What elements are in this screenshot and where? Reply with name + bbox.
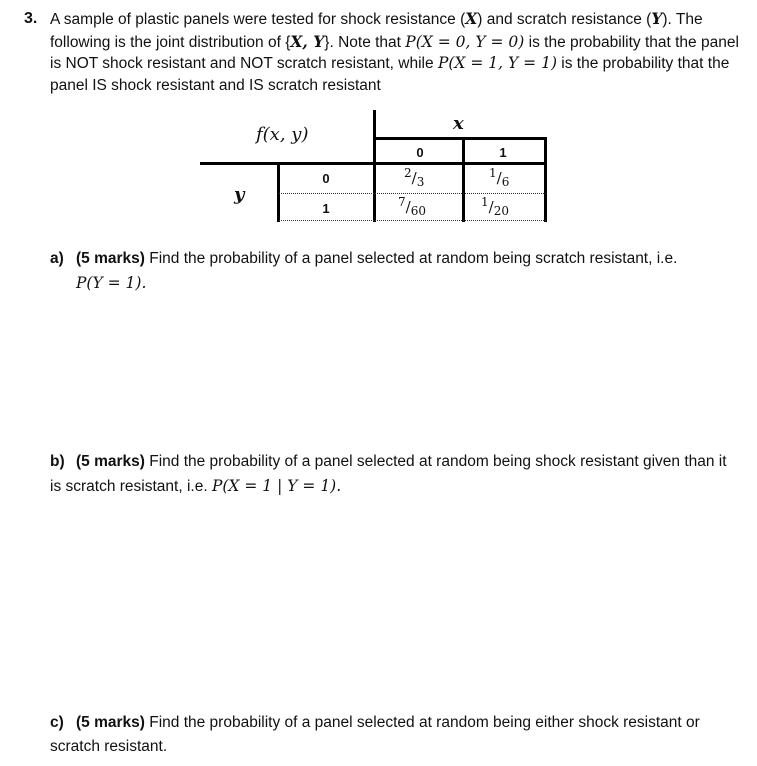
cell-x1-y1: $^1/_{20}$ bbox=[481, 195, 509, 218]
var-xy: X, Y bbox=[290, 31, 325, 51]
part-b bbox=[50, 450, 740, 499]
var-y: Y bbox=[651, 9, 663, 28]
table-hline-bottom bbox=[279, 220, 546, 221]
part-c-text: Find the probability of a panel selected at random being either shock resistant or scratch resistant. bbox=[50, 714, 700, 755]
part-b-label: b) bbox=[50, 453, 65, 470]
prob-expr-11: P(X = 1, Y = 1) bbox=[437, 54, 557, 72]
table-vline-right bbox=[544, 137, 547, 222]
cell-x0-y0: $^2/_3$ bbox=[404, 166, 425, 189]
part-a-math: P(Y = 1). bbox=[76, 274, 147, 292]
x-value-1: 1 bbox=[499, 145, 507, 160]
part-b-text: Find the probability of a panel selected at random being shock resistant given than it is scratch resistant, i.e. bbox=[50, 453, 727, 495]
part-b-marks: (5 marks) bbox=[76, 453, 145, 470]
part-a-marks: (5 marks) bbox=[76, 250, 145, 267]
part-a-text: Find the probability of a panel selected at random being scratch resistant, i.e. bbox=[149, 250, 678, 267]
part-b-math: P(X = 1 | Y = 1). bbox=[211, 477, 342, 495]
part-a-label: a) bbox=[50, 250, 64, 267]
table-hline-header bbox=[200, 162, 547, 165]
y-value-0: 0 bbox=[322, 171, 330, 186]
table-hline-top bbox=[374, 137, 547, 140]
table-y-header: y bbox=[234, 184, 245, 205]
table-x-header: x bbox=[453, 113, 464, 134]
question-number: 3. bbox=[24, 10, 38, 27]
part-c-marks: (5 marks) bbox=[76, 714, 145, 731]
part-c bbox=[50, 711, 740, 759]
intro-text: A sample of plastic panels were tested for shock resistance ( bbox=[50, 11, 466, 28]
y-value-1: 1 bbox=[322, 201, 330, 216]
part-a bbox=[50, 247, 740, 296]
prob-expr-00: P(X = 0, Y = 0) bbox=[405, 32, 525, 51]
table-vline-left bbox=[277, 162, 280, 222]
intro-text: ) and scratch resistance ( bbox=[477, 11, 652, 28]
table-hline-row bbox=[279, 193, 546, 194]
var-x: X bbox=[465, 9, 478, 28]
table-vline-main bbox=[373, 110, 376, 222]
cell-x1-y0: $^1/_6$ bbox=[489, 166, 510, 189]
question-intro bbox=[50, 8, 740, 96]
table-vline-mid bbox=[462, 137, 465, 222]
part-c-label: c) bbox=[50, 714, 64, 731]
table-corner-label: f(x, y) bbox=[256, 124, 309, 145]
intro-text: ). The following is the joint distribution of { bbox=[50, 11, 703, 51]
cell-x0-y1: $^7/_{60}$ bbox=[398, 195, 426, 218]
intro-text: }. Note that bbox=[324, 33, 406, 51]
x-value-0: 0 bbox=[416, 145, 424, 160]
intro-text: is the probability that the panel IS shock resistant and IS scratch resistant bbox=[50, 55, 730, 94]
intro-text: is the probability that the panel is NOT shock resistant and NOT scratch resistant, while bbox=[50, 33, 739, 72]
